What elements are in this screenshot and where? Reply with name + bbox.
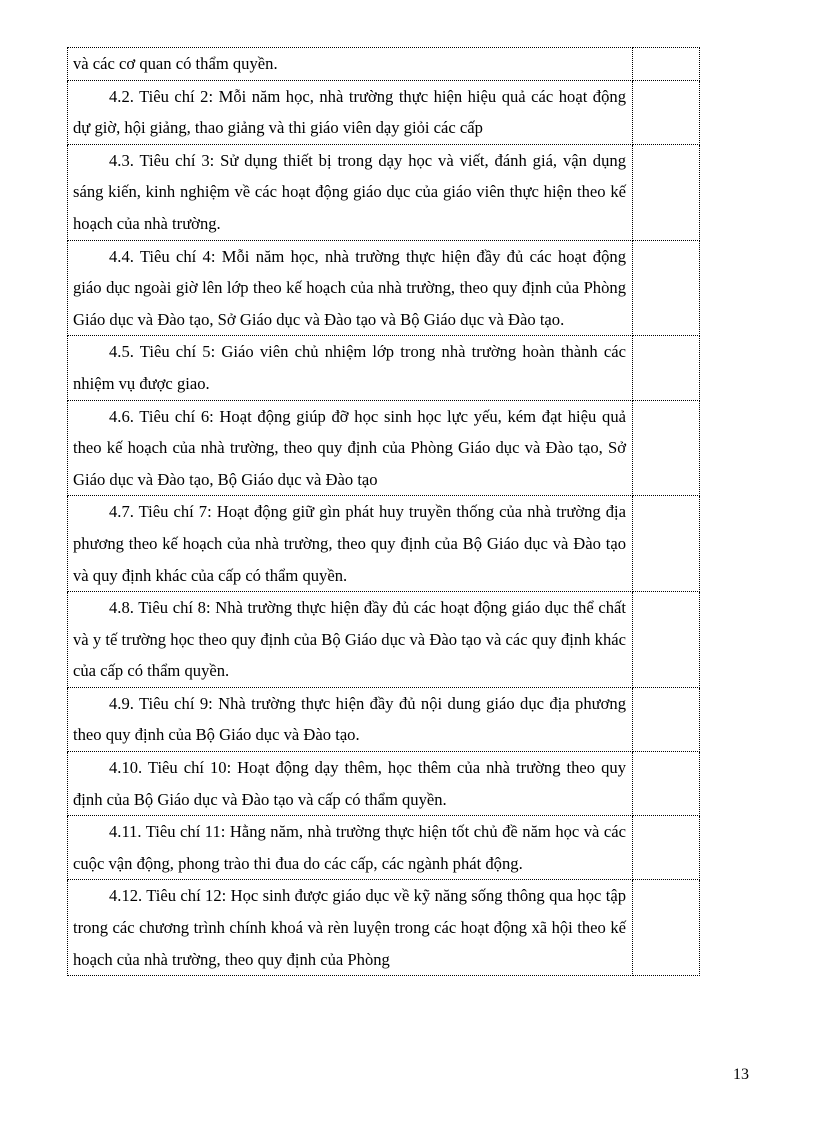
notes-cell: [633, 144, 700, 240]
criteria-text: 4.7. Tiêu chí 7: Hoạt động giữ gìn phát huy truyền thống của nhà trường địa phương theo kế hoạch của nhà trường, theo quy định của Bộ Giáo dục và Đào tạo và quy định khác của cấp có thẩm quyền.: [73, 502, 626, 585]
criteria-table: [67, 47, 700, 976]
criteria-text-cell: [68, 687, 633, 751]
table-row: [68, 592, 700, 688]
criteria-text-cell: [68, 752, 633, 816]
table-row: [68, 687, 700, 751]
criteria-text-cell: [68, 240, 633, 336]
notes-cell: [633, 400, 700, 496]
table-row: [68, 240, 700, 336]
criteria-text: 4.8. Tiêu chí 8: Nhà trường thực hiện đầy đủ các hoạt động giáo dục thể chất và y tế trường học theo quy định của Bộ Giáo dục và Đào tạo và các quy định khác của cấp có thẩm quyền.: [73, 598, 626, 681]
criteria-text-cell: [68, 592, 633, 688]
table-row: [68, 816, 700, 880]
criteria-text: 4.9. Tiêu chí 9: Nhà trường thực hiện đầy đủ nội dung giáo dục địa phương theo quy định của Bộ Giáo dục và Đào tạo.: [73, 693, 626, 745]
criteria-text: và các cơ quan có thẩm quyền.: [73, 54, 278, 73]
notes-cell: [633, 592, 700, 688]
criteria-text-cell: [68, 880, 633, 976]
notes-cell: [633, 687, 700, 751]
notes-cell: [633, 48, 700, 81]
criteria-text-cell: [68, 400, 633, 496]
criteria-text: 4.5. Tiêu chí 5: Giáo viên chủ nhiệm lớp trong nhà trường hoàn thành các nhiệm vụ được giao.: [73, 342, 626, 393]
notes-cell: [633, 80, 700, 144]
criteria-text: 4.11. Tiêu chí 11: Hằng năm, nhà trường thực hiện tốt chủ đề năm học và các cuộc vận động, phong trào thi đua do các cấp, các ngành phát động.: [73, 822, 626, 873]
table-row: [68, 752, 700, 816]
table-row: [68, 496, 700, 592]
criteria-text: 4.10. Tiêu chí 10: Hoạt động dạy thêm, học thêm của nhà trường theo quy định của Bộ Giáo dục và Đào tạo và cấp có thẩm quyền.: [73, 758, 626, 809]
criteria-text-cell: [68, 48, 633, 81]
criteria-text: 4.6. Tiêu chí 6: Hoạt động giúp đỡ học sinh học lực yếu, kém đạt hiệu quả theo kế hoạch của nhà trường, theo quy định của Phòng Giáo dục và Đào tạo, Sở Giáo dục và Đào tạo, Bộ Giáo dục và Đào tạo: [73, 406, 626, 489]
notes-cell: [633, 240, 700, 336]
criteria-text: 4.12. Tiêu chí 12: Học sinh được giáo dục về kỹ năng sống thông qua học tập trong các chương trình chính khoá và rèn luyện trong các hoạt động xã hội theo kế hoạch của nhà trường, theo quy định của Phòng: [73, 886, 626, 969]
criteria-table-body: [68, 48, 700, 976]
table-row: [68, 880, 700, 976]
notes-cell: [633, 496, 700, 592]
criteria-text-cell: [68, 80, 633, 144]
criteria-text: 4.4. Tiêu chí 4: Mỗi năm học, nhà trường thực hiện đầy đủ các hoạt động giáo dục ngoài giờ lên lớp theo kế hoạch của nhà trường, theo quy định của Phòng Giáo dục và Đào tạo, Sở Giáo dục và Đào tạo và Bộ Giáo dục và Đào tạo.: [73, 246, 626, 329]
criteria-text-cell: [68, 144, 633, 240]
table-row: [68, 144, 700, 240]
table-row: [68, 400, 700, 496]
table-row: [68, 336, 700, 400]
notes-cell: [633, 880, 700, 976]
notes-cell: [633, 752, 700, 816]
criteria-text-cell: [68, 816, 633, 880]
notes-cell: [633, 336, 700, 400]
criteria-text-cell: [68, 496, 633, 592]
criteria-text: 4.2. Tiêu chí 2: Mỗi năm học, nhà trường thực hiện hiệu quả các hoạt động dự giờ, hội giảng, thao giảng và thi giáo viên dạy giỏi các cấp: [73, 86, 626, 138]
criteria-text: 4.3. Tiêu chí 3: Sử dụng thiết bị trong dạy học và viết, đánh giá, vận dụng sáng kiến, kinh nghiệm về các hoạt động giáo dục của giáo viên thực hiện theo kế hoạch của nhà trường.: [73, 150, 626, 233]
criteria-text-cell: [68, 336, 633, 400]
table-row: [68, 48, 700, 81]
notes-cell: [633, 816, 700, 880]
page-number: 13: [733, 1066, 749, 1083]
table-row: [68, 80, 700, 144]
